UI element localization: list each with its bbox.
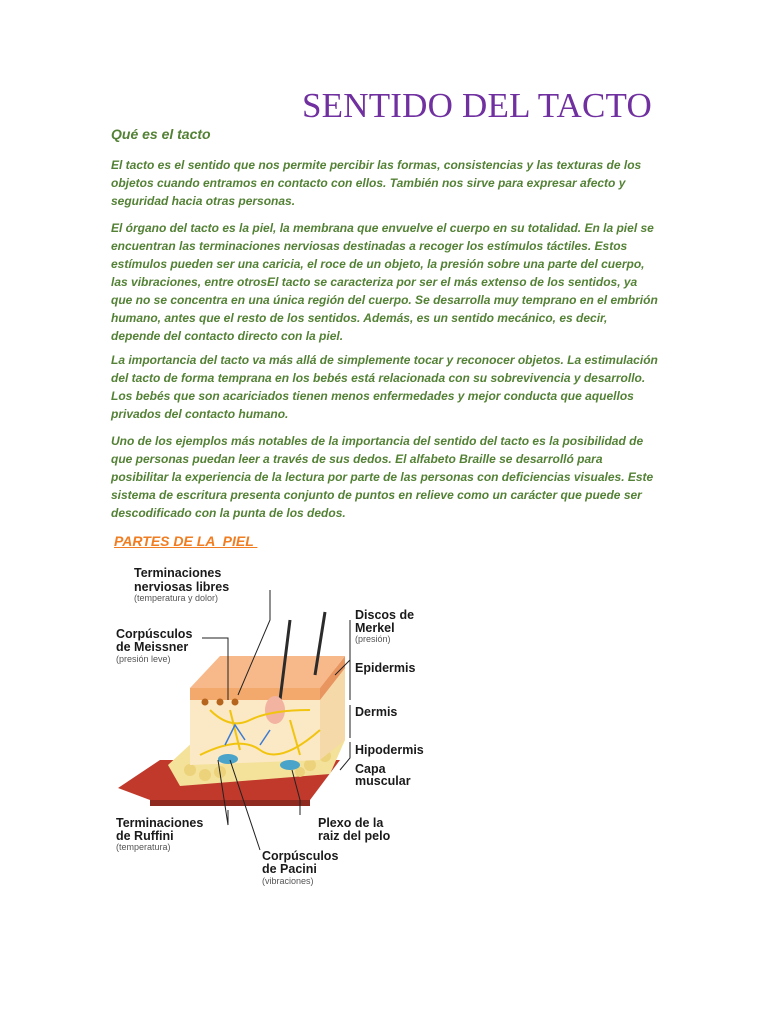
- label-pacini-1: Corpúsculos: [262, 849, 339, 863]
- label-merkel-1: Discos de: [355, 608, 415, 622]
- label-capa-1: Capa: [355, 762, 386, 776]
- label-pacini-sub: (vibraciones): [262, 876, 314, 886]
- label-meissner-sub: (presión leve): [116, 654, 171, 664]
- label-ruffini-2: de Ruffini: [116, 829, 174, 843]
- paragraph-1: El tacto es el sentido que nos permite percibir las formas, consistencias y las texturas de los objetos cuando entramos en contacto con ellos. También nos sirve para expresar afecto y seguridad hacia otras personas.: [111, 158, 642, 208]
- label-ruffini-sub: (temperatura): [116, 842, 171, 852]
- label-pacini-2: de Pacini: [262, 862, 317, 876]
- label-merkel-sub: (presión): [355, 634, 391, 644]
- label-meissner-1: Corpúsculos: [116, 627, 193, 641]
- document-title: SENTIDO DEL TACTO: [302, 86, 652, 125]
- label-capa-2: muscular: [355, 774, 411, 788]
- label-dermis: Dermis: [355, 705, 398, 719]
- skin-diagram-svg: [110, 560, 430, 890]
- label-libres-sub: (temperatura y dolor): [134, 593, 219, 603]
- label-meissner-2: de Meissner: [116, 640, 189, 654]
- paragraph-2: El órgano del tacto es la piel, la membrana que envuelve el cuerpo en su totalidad. En la piel se encuentran las terminaciones nerviosas destinadas a recoger los estímulos táctiles. Estos estímulos pueden ser una caricia, el roce de un objeto, la presión sobre una parte del cuerpo, las vibraciones, entre otrosEl tacto se caracteriza por ser el más extenso de los sentidos, ya que no se concentra en una única región del cuerpo. Se desarrolla muy temprano en el embrión humano, antes que el resto de los sentidos. Además, es un sentido mecánico, es decir, depende del contacto directo con la piel.: [111, 221, 658, 343]
- figure-heading: PARTES DE LA PIEL: [114, 533, 258, 549]
- paragraph-4: Uno de los ejemplos más notables de la importancia del sentido del tacto es la posibilidad de que personas puedan leer a través de sus dedos. El alfabeto Braille se desarrolló para posibilitar la experiencia de la lectura por parte de las personas con deficiencias visuales. Este sistema de escritura presenta conjunto de puntos en relieve como un carácter que puede ser descodificado con la punta de los dedos.: [111, 434, 654, 520]
- label-plexo-2: raiz del pelo: [318, 829, 391, 843]
- label-hipodermis: Hipodermis: [355, 743, 424, 757]
- skin-diagram: [110, 560, 430, 890]
- label-libres-1: Terminaciones: [134, 566, 222, 580]
- paragraph-3: La importancia del tacto va más allá de simplemente tocar y reconocer objetos. La estimulación del tacto de forma temprana en los bebés está relacionada con su sobrevivencia y desarrollo. Los bebés que son acariciados tienen menos enfermedades y mejor conducta que aquellos privados del contacto humano.: [111, 353, 658, 421]
- label-merkel-2: Merkel: [355, 621, 395, 635]
- label-ruffini-1: Terminaciones: [116, 816, 204, 830]
- label-epidermis: Epidermis: [355, 661, 416, 675]
- label-plexo-1: Plexo de la: [318, 816, 384, 830]
- label-libres-2: nerviosas libres: [134, 580, 230, 594]
- section-heading: Qué es el tacto: [111, 126, 211, 142]
